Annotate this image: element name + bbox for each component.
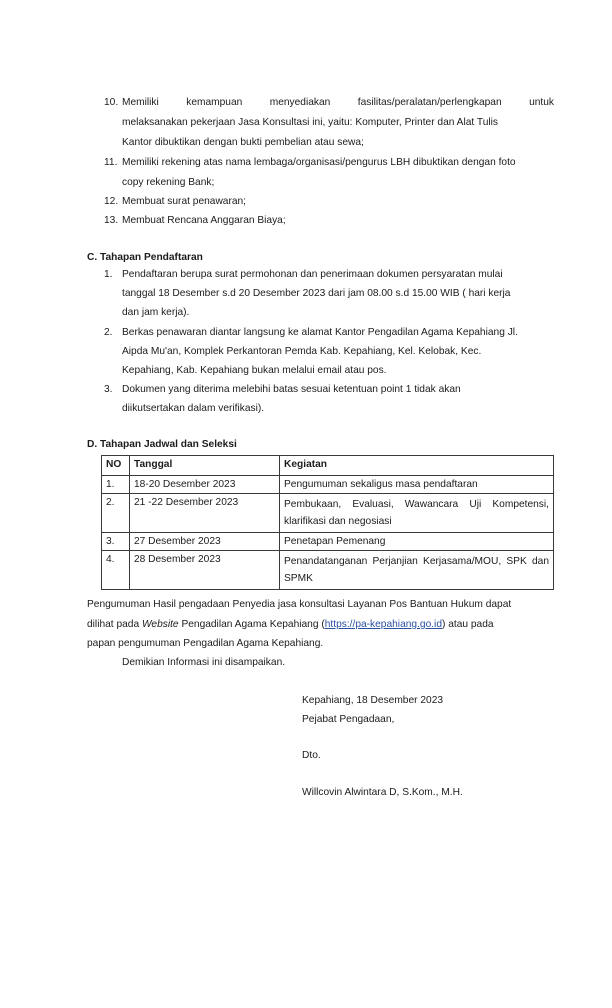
cell-date: 18-20 Desember 2023: [130, 476, 280, 494]
item-number: 3.: [104, 384, 113, 395]
item-12-text: Membuat surat penawaran;: [122, 196, 247, 207]
item-number: 11.: [104, 157, 118, 168]
c3-line-1: Dokumen yang diterima melebihi batas sesuai ketentuan point 1 tidak akan: [122, 384, 461, 395]
c2-line-2: Aipda Mu'an, Komplek Perkantoran Pemda Kab. Kepahiang, Kel. Kelobak, Kec.: [122, 346, 482, 357]
c2-line-1: Berkas penawaran diantar langsung ke alamat Kantor Pengadilan Agama Kepahiang Jl.: [122, 327, 518, 338]
cell-no: 4.: [102, 551, 130, 590]
announcement-line-1: Pengumuman Hasil pengadaan Penyedia jasa konsultasi Layanan Pos Bantuan Hukum dapat: [87, 599, 512, 610]
cell-no: 2.: [102, 494, 130, 533]
item-number: 1.: [104, 269, 113, 280]
section-c-heading: C. Tahapan Pendaftaran: [87, 252, 203, 263]
header-date: Tanggal: [130, 456, 280, 476]
announcement-line-2: dilihat pada Website Pengadilan Agama Kepahiang (https://pa-kepahiang.go.id) atau pada: [87, 619, 494, 630]
table-row: [102, 551, 554, 590]
signed-mark: Dto.: [302, 750, 321, 761]
item-number: 13.: [104, 215, 119, 226]
announcement-line-3: papan pengumuman Pengadilan Agama Kepahiang.: [87, 638, 324, 649]
cell-activity: Pengumuman sekaligus masa pendaftaran: [280, 476, 554, 494]
table-header-row: [102, 456, 554, 476]
cell-no: 3.: [102, 533, 130, 551]
closing-line: Demikian Informasi ini disampaikan.: [122, 657, 286, 668]
header-no: NO: [102, 456, 130, 476]
signatory-name: Willcovin Alwintara D, S.Kom., M.H.: [302, 787, 463, 798]
c2-line-3: Kepahiang, Kab. Kepahiang bukan melalui email atau pos.: [122, 365, 387, 376]
schedule-table: [101, 455, 554, 590]
c1-line-2: tanggal 18 Desember s.d 20 Desember 2023 dari jam 08.00 s.d 15.00 WIB ( hari kerja: [122, 288, 511, 299]
item-10-line-3: Kantor dibuktikan dengan bukti pembelian atau sewa;: [122, 137, 364, 148]
cell-activity: Penandatanganan Perjanjian Kerjasama/MOU, SPK dan SPMK: [280, 551, 554, 590]
item-number: 10.: [104, 97, 119, 108]
item-10-line-1: Memiliki kemampuan menyediakan fasilitas/peralatan/perlengkapan untuk: [122, 97, 554, 108]
cell-date: 28 Desember 2023: [130, 551, 280, 590]
cell-no: 1.: [102, 476, 130, 494]
signatory-title: Pejabat Pengadaan,: [302, 714, 395, 725]
table-row: [102, 494, 554, 533]
cell-activity: Penetapan Pemenang: [280, 533, 554, 551]
item-13-text: Membuat Rencana Anggaran Biaya;: [122, 215, 286, 226]
cell-activity: Pembukaan, Evaluasi, Wawancara Uji Kompetensi, klarifikasi dan negosiasi: [280, 494, 554, 533]
c3-line-2: diikutsertakan dalam verifikasi).: [122, 403, 265, 414]
item-10-line-2: melaksanakan pekerjaan Jasa Konsultasi ini, yaitu: Komputer, Printer dan Alat Tulis: [122, 117, 499, 128]
header-activity: Kegiatan: [280, 456, 554, 476]
website-link[interactable]: https://pa-kepahiang.go.id: [324, 619, 442, 630]
item-11-line-1: Memiliki rekening atas nama lembaga/organisasi/pengurus LBH dibuktikan dengan foto: [122, 157, 516, 168]
c1-line-3: dan jam kerja).: [122, 307, 190, 318]
item-number: 2.: [104, 327, 113, 338]
section-d-heading: D. Tahapan Jadwal dan Seleksi: [87, 439, 237, 450]
place-date: Kepahiang, 18 Desember 2023: [302, 695, 444, 706]
table-row: [102, 476, 554, 494]
c1-line-1: Pendaftaran berupa surat permohonan dan penerimaan dokumen persyaratan mulai: [122, 269, 503, 280]
item-11-line-2: copy rekening Bank;: [122, 177, 215, 188]
cell-date: 27 Desember 2023: [130, 533, 280, 551]
cell-date: 21 -22 Desember 2023: [130, 494, 280, 533]
table-row: [102, 533, 554, 551]
item-number: 12.: [104, 196, 119, 207]
